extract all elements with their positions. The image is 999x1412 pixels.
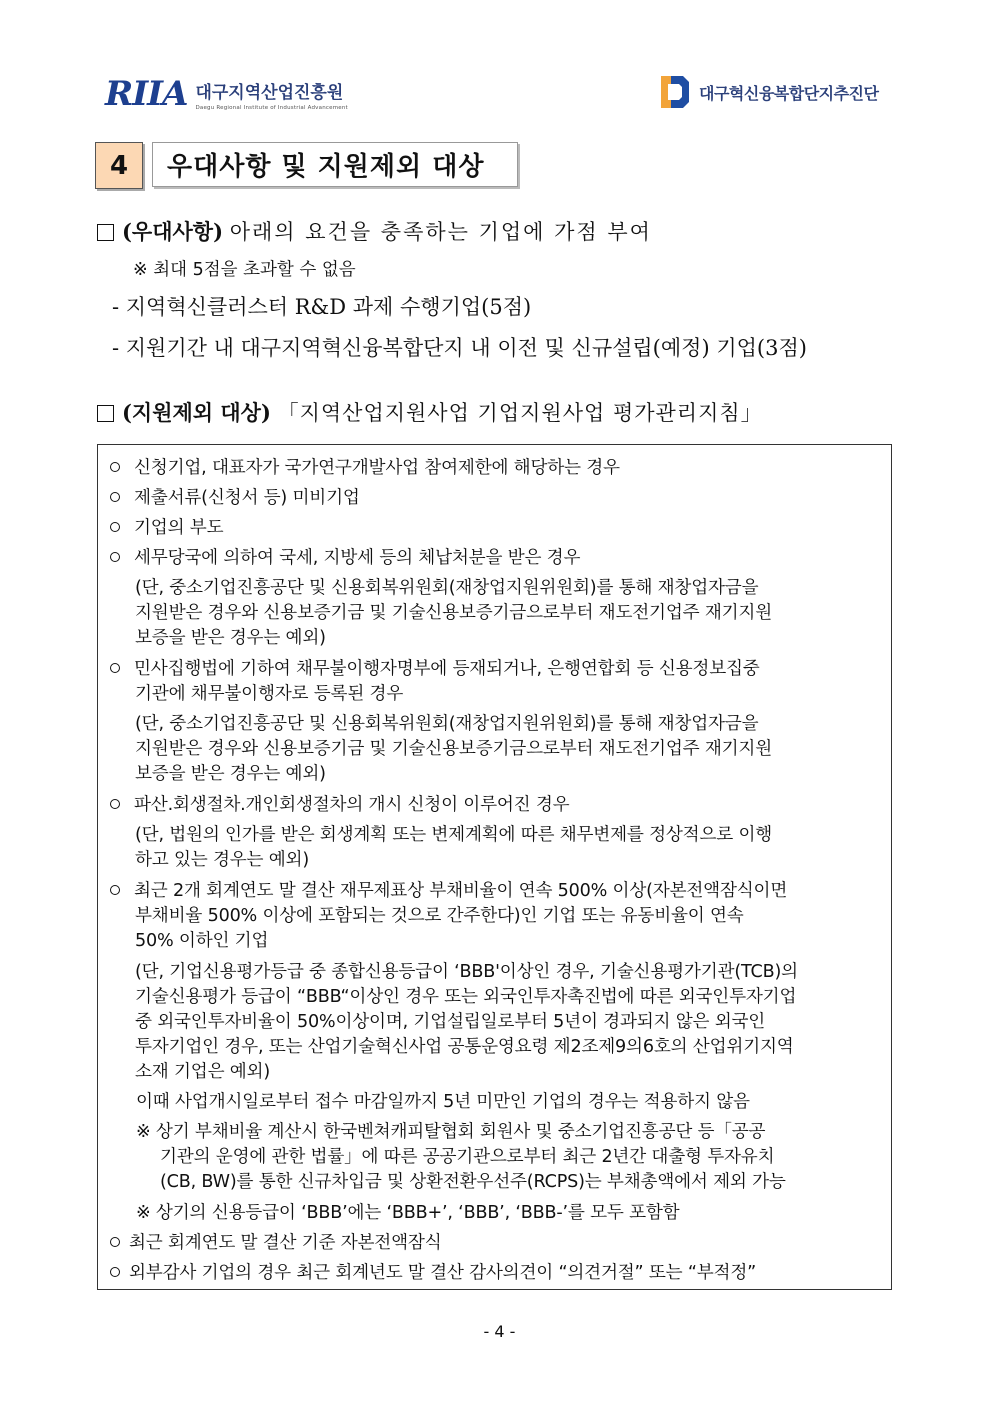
- criteria-line: 보증을 받은 경우는 예외): [135, 764, 326, 784]
- criteria-line: ※ 상기의 신용등급이 ‘BBB’에는 ‘BBB+’, ‘BBB’, ‘BBB-’를 모두 포함함: [136, 1203, 680, 1223]
- riia-name: 대구지역산업진흥원: [195, 82, 344, 103]
- criteria-line: 기업의 부도: [110, 514, 223, 539]
- criteria-line: 기술신용평가 등급이 “BBB“이상인 경우 또는 외국인투자촉진법에 따른 외국인투자기업: [135, 987, 797, 1007]
- circle-bullet-icon: [110, 1267, 120, 1277]
- page-number: - 4 -: [483, 1322, 516, 1341]
- section-number: 4: [95, 142, 143, 189]
- circle-bullet-icon: [110, 1237, 120, 1247]
- checkbox-square-icon: [97, 224, 114, 241]
- preference-text: 아래의 요건을 충족하는 기업에 가점 부여: [229, 220, 652, 244]
- criteria-line: 기관의 운영에 관한 법률」에 따른 공공기관으로부터 최근 2년간 대출형 투자유치: [160, 1147, 775, 1167]
- criteria-line: 지원받은 경우와 신용보증기금 및 기술신용보증기금으로부터 재도전기업주 재기지원: [135, 739, 772, 759]
- preference-note: ※ 최대 5점을 초과할 수 없음: [133, 260, 356, 280]
- criteria-line: (단, 중소기업진흥공단 및 신용회복위원회(재창업지원위원회)를 통해 재창업자금을: [135, 578, 759, 598]
- riia-logo-letters: RIIA: [105, 74, 188, 114]
- innovation-complex-logo-icon: [657, 72, 691, 112]
- preference-item: - 지역혁신클러스터 R&D 과제 수행기업(5점): [112, 295, 532, 319]
- riia-logo-mark: [105, 74, 187, 114]
- section-title: 우대사항 및 지원제외 대상: [152, 142, 518, 187]
- criteria-line: 이때 사업개시일로부터 접수 마감일까지 5년 미만인 기업의 경우는 적용하지 않음: [136, 1092, 750, 1112]
- circle-bullet-icon: [110, 885, 120, 895]
- exclusion-heading: [97, 397, 763, 427]
- criteria-line: 중 외국인투자비율이 50%이상이며, 기업설립일로부터 5년이 경과되지 않은 외국인: [135, 1012, 766, 1032]
- exclusion-text: 「지역산업지원사업 기업지원사업 평가관리지침」: [277, 401, 763, 425]
- criteria-line: 50% 이하인 기업: [135, 931, 269, 951]
- criteria-line: 민사집행법에 기하여 채무불이행자명부에 등재되거나, 은행연합회 등 신용정보집중: [110, 655, 760, 680]
- criteria-line: 제출서류(신청서 등) 미비기업: [110, 484, 360, 509]
- preference-item: - 지원기간 내 대구지역혁신융복합단지 내 이전 및 신규설립(예정) 기업(3점): [112, 336, 807, 360]
- criteria-line: 소재 기업은 예외): [135, 1062, 271, 1082]
- circle-bullet-icon: [110, 522, 120, 532]
- criteria-line: 외부감사 기업의 경우 최근 회계년도 말 결산 감사의견이 “의견거절” 또는 “부적정”: [110, 1259, 756, 1284]
- preference-label: (우대사항): [122, 219, 224, 244]
- criteria-line: 세무당국에 의하여 국세, 지방세 등의 체납처분을 받은 경우: [110, 544, 580, 569]
- criteria-line: ※ 상기 부채비율 계산시 한국벤쳐캐피탈협회 회원사 및 중소기업진흥공단 등「공공: [136, 1122, 766, 1142]
- criteria-line: 파산.회생절차.개인회생절차의 개시 신청이 이루어진 경우: [110, 791, 569, 816]
- criteria-line: 최근 회계연도 말 결산 기준 자본전액잠식: [110, 1229, 442, 1254]
- circle-bullet-icon: [110, 799, 120, 809]
- checkbox-square-icon: [97, 405, 114, 422]
- criteria-line: (단, 법원의 인가를 받은 회생계획 또는 변제계획에 따른 채무변제를 정상적으로 이행: [135, 825, 773, 845]
- riia-name-en: Daegu Regional Institute of Industrial Advancement: [195, 104, 348, 111]
- criteria-line: 기관에 채무불이행자로 등록된 경우: [135, 684, 404, 704]
- criteria-line: 보증을 받은 경우는 예외): [135, 628, 326, 648]
- circle-bullet-icon: [110, 663, 120, 673]
- exclusion-label: (지원제외 대상): [122, 400, 271, 425]
- criteria-line: 부채비율 500% 이상에 포함되는 것으로 간주한다)인 기업 또는 유동비율이 연속: [135, 906, 744, 926]
- riia-logo: [105, 74, 348, 114]
- criteria-line: 투자기업인 경우, 또는 산업기술혁신사업 공통운영요령 제2조제9의6호의 산업위기지역: [135, 1037, 794, 1057]
- preference-heading: [97, 216, 652, 246]
- criteria-line: 지원받은 경우와 신용보증기금 및 기술신용보증기금으로부터 재도전기업주 재기지원: [135, 603, 772, 623]
- circle-bullet-icon: [110, 462, 120, 472]
- criteria-line: (단, 중소기업진흥공단 및 신용회복위원회(재창업지원위원회)를 통해 재창업자금을: [135, 714, 759, 734]
- circle-bullet-icon: [110, 552, 120, 562]
- innovation-complex-logo: [657, 72, 878, 112]
- circle-bullet-icon: [110, 492, 120, 502]
- criteria-line: 신청기업, 대표자가 국가연구개발사업 참여제한에 해당하는 경우: [110, 454, 620, 479]
- criteria-line: 하고 있는 경우는 예외): [135, 850, 310, 870]
- exclusion-criteria-box: [97, 444, 892, 1290]
- criteria-line: 최근 2개 회계연도 말 결산 재무제표상 부채비율이 연속 500% 이상(자본전액잠식이면: [110, 877, 787, 902]
- criteria-line: (단, 기업신용평가등급 중 종합신용등급이 ‘BBB'이상인 경우, 기술신용평가기관(TCB)의: [135, 962, 798, 982]
- innovation-complex-name: 대구혁신융복합단지추진단: [699, 83, 879, 103]
- criteria-line: (CB, BW)를 통한 신규차입금 및 상환전환우선주(RCPS)는 부채총액에서 제외 가능: [160, 1172, 786, 1192]
